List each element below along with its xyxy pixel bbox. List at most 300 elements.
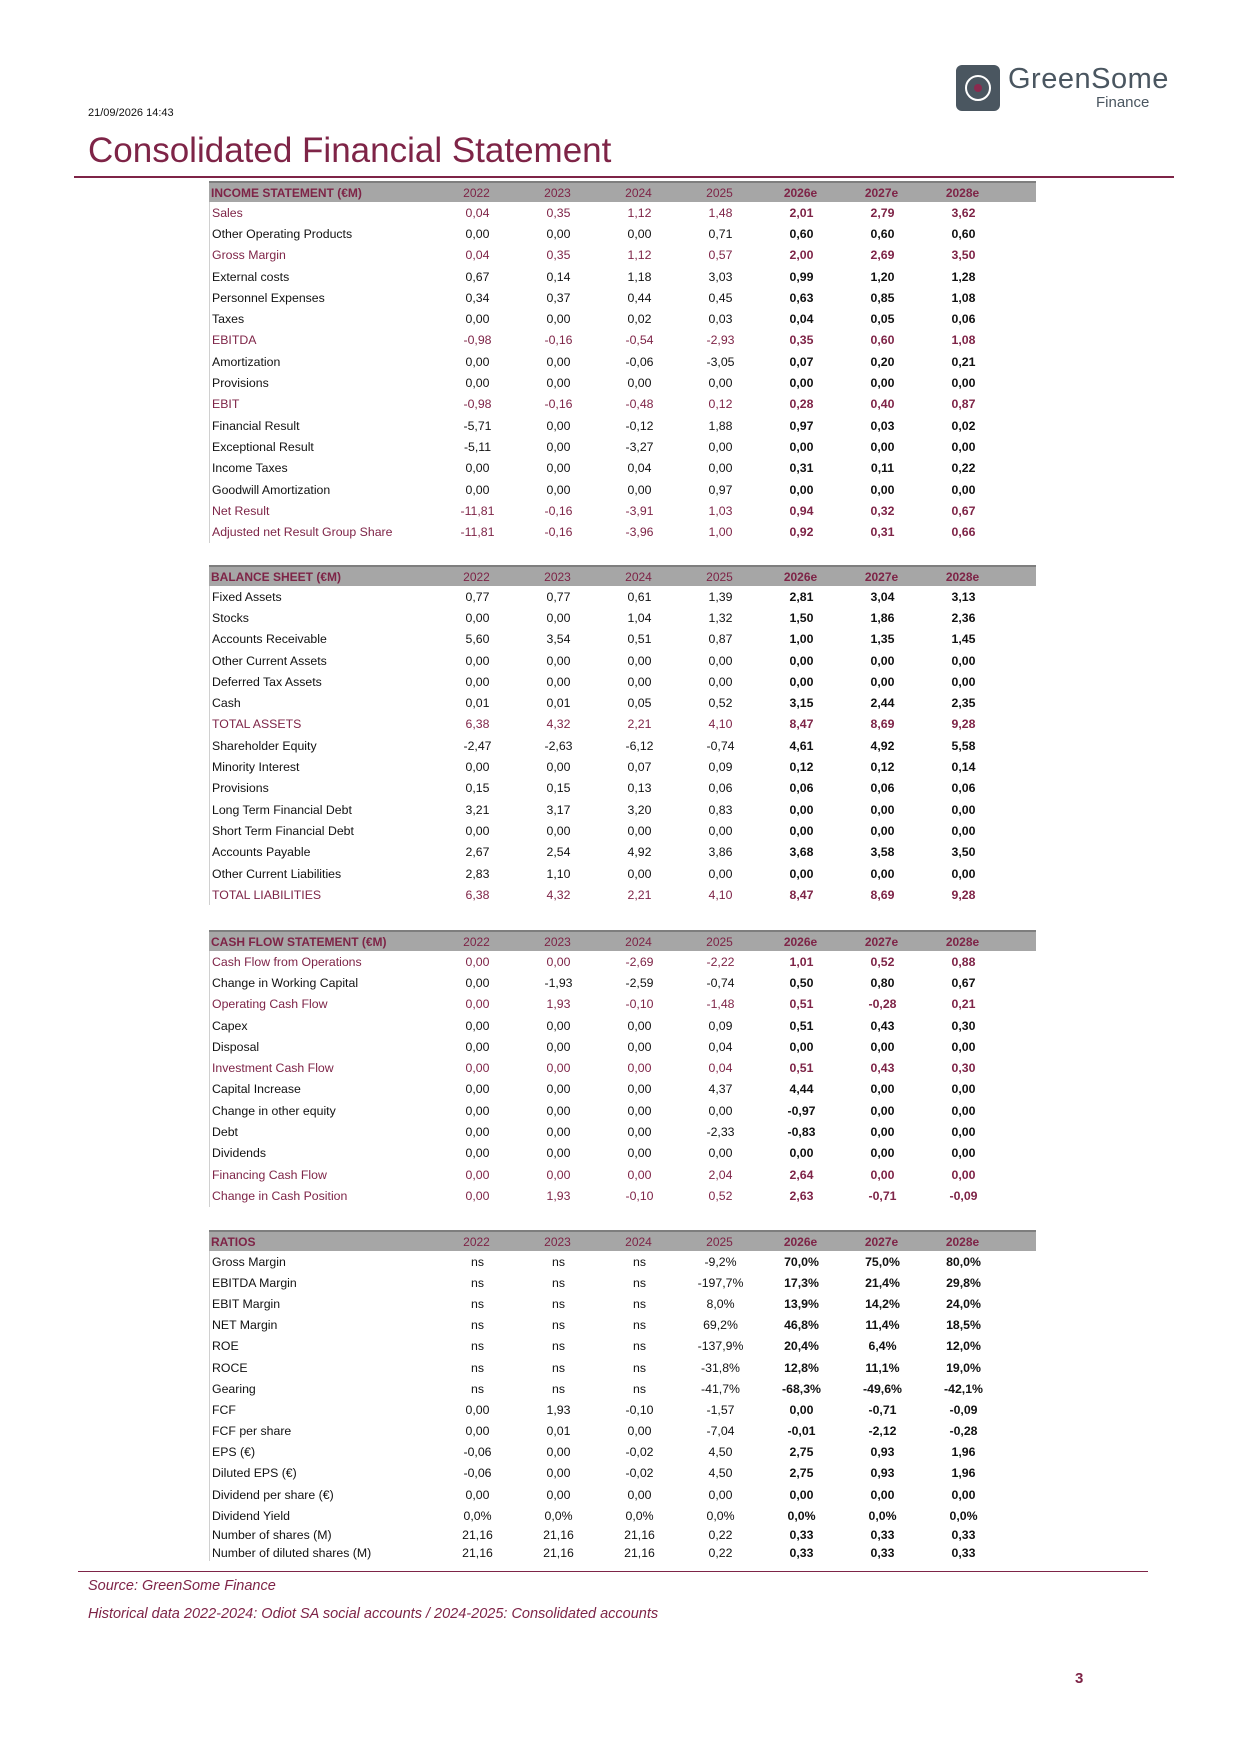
row-label: Minority Interest (212, 760, 300, 775)
cell-value: 0,15 (465, 781, 490, 796)
cell-value: 1,96 (951, 1466, 976, 1481)
cell-value: 0,00 (870, 1167, 895, 1182)
row-label: Number of shares (M) (212, 1528, 332, 1543)
row-label: Cash Flow from Operations (212, 954, 362, 969)
cell-value: ns (552, 1275, 565, 1290)
cell-value: -0,97 (787, 1103, 816, 1118)
cell-value: 0,00 (546, 1039, 571, 1054)
row-label: Accounts Receivable (212, 632, 327, 647)
compass-icon (956, 65, 1000, 111)
table-row (209, 951, 1036, 972)
table-row (209, 1399, 1036, 1420)
year-header: 2022 (463, 1234, 490, 1249)
row-label: Capital Increase (212, 1082, 301, 1097)
cell-value: 0,04 (789, 312, 814, 327)
cell-value: 0,00 (951, 1125, 976, 1140)
cell-value: 6,38 (465, 887, 490, 902)
cell-value: 0,57 (708, 248, 733, 263)
cell-value: 1,00 (789, 632, 814, 647)
cell-value: 1,03 (708, 503, 733, 518)
cell-value: 2,00 (789, 248, 814, 263)
cell-value: ns (633, 1339, 646, 1354)
cell-value: -0,16 (544, 525, 573, 540)
cell-value: 0,00 (627, 1103, 652, 1118)
cell-value: 0,80 (870, 975, 895, 990)
cell-value: 0,12 (789, 760, 814, 775)
cell-value: 0,93 (870, 1445, 895, 1460)
cell-value: -0,09 (949, 1402, 978, 1417)
table-row (209, 394, 1036, 415)
company-logo (956, 63, 1169, 115)
section-title: CASH FLOW STATEMENT (€M) (211, 934, 387, 949)
cell-value: 0,32 (870, 503, 895, 518)
table-row (209, 994, 1036, 1015)
cell-value: 3,20 (627, 802, 652, 817)
year-header: 2025 (706, 569, 733, 584)
cell-value: -2,22 (706, 954, 735, 969)
section-header-row (209, 565, 1036, 586)
cell-value: 0,51 (789, 1018, 814, 1033)
cell-value: 0,00 (708, 1487, 733, 1502)
cell-value: 0,00 (465, 1424, 490, 1439)
table-row (209, 671, 1036, 692)
cell-value: -3,05 (706, 354, 735, 369)
cell-value: -0,06 (463, 1445, 492, 1460)
cell-value: 0,31 (870, 525, 895, 540)
cell-value: 0,15 (546, 781, 571, 796)
cell-value: 19,0% (946, 1360, 981, 1375)
table-row (209, 372, 1036, 393)
cell-value: 1,04 (627, 610, 652, 625)
cell-value: 0,00 (465, 1125, 490, 1140)
cell-value: 0,00 (465, 1018, 490, 1033)
table-row (209, 1505, 1036, 1526)
cell-value: 0,00 (546, 653, 571, 668)
cell-value: 0,0% (544, 1508, 573, 1523)
cell-value: 0,20 (870, 354, 895, 369)
cell-value: 0,00 (708, 653, 733, 668)
row-label: Accounts Payable (212, 845, 311, 860)
cell-value: 1,35 (870, 632, 895, 647)
row-label: External costs (212, 269, 290, 284)
cell-value: -1,93 (544, 975, 573, 990)
cell-value: -0,09 (949, 1188, 978, 1203)
row-label: Dividend per share (€) (212, 1487, 334, 1502)
cell-value: 0,00 (870, 1487, 895, 1502)
row-label: ROCE (212, 1360, 248, 1375)
cell-value: 0,00 (546, 1018, 571, 1033)
cell-value: 8,47 (789, 717, 814, 732)
table-row (209, 521, 1036, 542)
cell-value: 0,00 (789, 1039, 814, 1054)
table-row (209, 1036, 1036, 1057)
cell-value: 0,00 (789, 1146, 814, 1161)
cell-value: 1,39 (708, 589, 733, 604)
year-header: 2022 (463, 185, 490, 200)
cell-value: -0,54 (625, 333, 654, 348)
cell-value: 9,28 (951, 887, 976, 902)
year-header: 2027e (864, 569, 899, 584)
table-row (209, 778, 1036, 799)
cell-value: 1,32 (708, 610, 733, 625)
cell-value: 4,32 (546, 887, 571, 902)
cell-value: 0,21 (951, 354, 976, 369)
table-row (209, 1015, 1036, 1036)
cell-value: 0,00 (951, 1167, 976, 1182)
cell-value: 0,00 (870, 482, 895, 497)
cell-value: -0,06 (625, 354, 654, 369)
year-header: 2026e (783, 934, 818, 949)
table-row (209, 351, 1036, 372)
cell-value: 0,00 (870, 1125, 895, 1140)
cell-value: 0,00 (951, 482, 976, 497)
cell-value: -2,33 (706, 1125, 735, 1140)
cell-value: 0,04 (465, 205, 490, 220)
row-label: Provisions (212, 376, 269, 391)
row-label: Financing Cash Flow (212, 1167, 327, 1182)
year-header: 2027e (864, 185, 899, 200)
cell-value: 0,87 (708, 632, 733, 647)
cell-value: 0,00 (546, 954, 571, 969)
year-header: 2026e (783, 185, 818, 200)
row-label: Change in Cash Position (212, 1188, 348, 1203)
cell-value: 1,45 (951, 632, 976, 647)
cell-value: 0,00 (546, 354, 571, 369)
year-header: 2028e (945, 185, 980, 200)
row-label: Diluted EPS (€) (212, 1466, 297, 1481)
cell-value: 0,00 (465, 653, 490, 668)
cell-value: 2,69 (870, 248, 895, 263)
year-header: 2028e (945, 934, 980, 949)
row-label: Capex (212, 1018, 248, 1033)
cell-value: 0,07 (789, 354, 814, 369)
cell-value: 0,00 (627, 1018, 652, 1033)
cell-value: 3,62 (951, 205, 976, 220)
row-label: EBIT Margin (212, 1296, 281, 1311)
cell-value: 0,44 (627, 290, 652, 305)
year-header: 2023 (544, 934, 571, 949)
cell-value: 1,50 (789, 610, 814, 625)
cell-value: 2,64 (789, 1167, 814, 1182)
cell-value: 1,48 (708, 205, 733, 220)
table-row (209, 799, 1036, 820)
cell-value: -0,16 (544, 503, 573, 518)
cell-value: 0,00 (465, 1039, 490, 1054)
cell-value: 0,0% (706, 1508, 735, 1523)
row-label: Personnel Expenses (212, 290, 325, 305)
cell-value: 17,3% (784, 1275, 819, 1290)
year-header: 2023 (544, 185, 571, 200)
cell-value: 13,9% (784, 1296, 819, 1311)
cell-value: 0,00 (870, 376, 895, 391)
cell-value: 21,16 (624, 1528, 655, 1543)
row-label: Stocks (212, 610, 249, 625)
cell-value: 0,00 (627, 482, 652, 497)
cell-value: 4,92 (627, 845, 652, 860)
cell-value: 1,93 (546, 1188, 571, 1203)
cell-value: 0,00 (627, 1039, 652, 1054)
cell-value: 0,01 (546, 1424, 571, 1439)
cell-value: 0,00 (627, 1167, 652, 1182)
cell-value: 8,69 (870, 717, 895, 732)
cell-value: 0,00 (465, 1146, 490, 1161)
cell-value: ns (633, 1275, 646, 1290)
cell-value: 0,33 (789, 1528, 814, 1543)
cell-value: 0,00 (546, 439, 571, 454)
table-row (209, 458, 1036, 479)
table-row (209, 1293, 1036, 1314)
table-row (209, 1442, 1036, 1463)
row-label: ROE (212, 1339, 239, 1354)
cell-value: 0,00 (870, 1039, 895, 1054)
cell-value: 0,00 (546, 610, 571, 625)
cell-value: 0,00 (951, 1039, 976, 1054)
table-row (209, 863, 1036, 884)
cell-value: -41,7% (701, 1381, 740, 1396)
cell-value: 70,0% (784, 1254, 819, 1269)
cell-value: 0,04 (708, 1039, 733, 1054)
cell-value: 2,81 (789, 589, 814, 604)
row-label: Cash (212, 696, 241, 711)
cell-value: -11,81 (460, 525, 495, 540)
row-label: Adjusted net Result Group Share (212, 525, 393, 540)
cell-value: 0,00 (546, 1082, 571, 1097)
table-row (209, 692, 1036, 713)
cell-value: 0,00 (546, 1466, 571, 1481)
cell-value: 0,00 (870, 1082, 895, 1097)
cell-value: 1,93 (546, 997, 571, 1012)
cell-value: 21,16 (462, 1528, 493, 1543)
cell-value: 0,67 (465, 269, 490, 284)
cell-value: 1,10 (546, 866, 571, 881)
cell-value: 0,00 (789, 1402, 814, 1417)
cell-value: -0,16 (544, 333, 573, 348)
cell-value: 46,8% (784, 1318, 819, 1333)
cell-value: 0,14 (951, 760, 976, 775)
cell-value: 0,88 (951, 954, 976, 969)
cell-value: 4,61 (789, 738, 814, 753)
year-header: 2022 (463, 569, 490, 584)
cell-value: 3,50 (951, 248, 976, 263)
cell-value: 0,00 (627, 1487, 652, 1502)
cell-value: 0,12 (708, 397, 733, 412)
cell-value: -0,28 (868, 997, 897, 1012)
cell-value: -0,74 (706, 738, 735, 753)
table-row (209, 1463, 1036, 1484)
cell-value: 3,15 (789, 696, 814, 711)
cell-value: 0,07 (627, 760, 652, 775)
cell-value: -0,02 (625, 1445, 654, 1460)
cell-value: 1,08 (951, 290, 976, 305)
cell-value: -0,06 (463, 1466, 492, 1481)
cell-value: 0,00 (708, 1103, 733, 1118)
cell-value: 12,0% (946, 1339, 981, 1354)
cell-value: 0,00 (870, 439, 895, 454)
year-header: 2023 (544, 569, 571, 584)
cell-value: -2,59 (625, 975, 654, 990)
cell-value: 69,2% (703, 1318, 738, 1333)
cell-value: 0,21 (951, 997, 976, 1012)
cell-value: -2,47 (463, 738, 492, 753)
cell-value: ns (471, 1318, 484, 1333)
cell-value: 3,13 (951, 589, 976, 604)
table-row (209, 1143, 1036, 1164)
cell-value: 0,00 (870, 866, 895, 881)
cell-value: 3,54 (546, 632, 571, 647)
cell-value: 5,58 (951, 738, 976, 753)
cell-value: -3,91 (625, 503, 654, 518)
row-label: TOTAL ASSETS (212, 717, 302, 732)
cell-value: ns (471, 1381, 484, 1396)
cell-value: -7,04 (706, 1424, 735, 1439)
cell-value: 0,00 (546, 461, 571, 476)
cell-value: 11,4% (865, 1318, 900, 1333)
row-label: Short Term Financial Debt (212, 823, 354, 838)
cell-value: 0,93 (870, 1466, 895, 1481)
cell-value: ns (552, 1318, 565, 1333)
cell-value: 4,10 (708, 717, 733, 732)
cell-value: 0,00 (627, 674, 652, 689)
logo-subtitle: Finance (1096, 94, 1150, 111)
cell-value: -0,98 (463, 333, 492, 348)
cell-value: 0,04 (627, 461, 652, 476)
cell-value: -9,2% (704, 1254, 737, 1269)
cell-value: 0,00 (546, 1487, 571, 1502)
cell-value: 11,1% (865, 1360, 900, 1375)
row-label: Operating Cash Flow (212, 997, 328, 1012)
cell-value: 0,05 (627, 696, 652, 711)
cell-value: -31,8% (701, 1360, 740, 1375)
cell-value: ns (471, 1254, 484, 1269)
cell-value: 0,05 (870, 312, 895, 327)
table-row (209, 245, 1036, 266)
cell-value: 0,00 (465, 376, 490, 391)
table-row (209, 714, 1036, 735)
cell-value: 0,30 (951, 1061, 976, 1076)
cell-value: 1,01 (789, 954, 814, 969)
cell-value: -11,81 (460, 503, 495, 518)
cell-value: 0,00 (546, 1125, 571, 1140)
cell-value: 4,50 (708, 1466, 733, 1481)
cell-value: 0,00 (951, 376, 976, 391)
table-row (209, 650, 1036, 671)
table-row (209, 202, 1036, 223)
year-header: 2026e (783, 569, 818, 584)
cell-value: -2,93 (706, 333, 735, 348)
cell-value: 2,21 (627, 887, 652, 902)
cell-value: -3,27 (625, 439, 654, 454)
cell-value: 0,00 (546, 1167, 571, 1182)
table-row (209, 500, 1036, 521)
section-header-row (209, 1230, 1036, 1251)
cell-value: 0,00 (546, 312, 571, 327)
cell-value: 0,04 (465, 248, 490, 263)
section-header-row (209, 181, 1036, 202)
cell-value: 0,00 (465, 997, 490, 1012)
cell-value: 2,04 (708, 1167, 733, 1182)
table-row (209, 1357, 1036, 1378)
cell-value: 0,00 (789, 802, 814, 817)
year-header: 2027e (864, 1234, 899, 1249)
cell-value: 0,22 (951, 461, 976, 476)
cell-value: 0,01 (465, 696, 490, 711)
row-label: Other Operating Products (212, 226, 353, 241)
cell-value: 4,10 (708, 887, 733, 902)
cell-value: -0,16 (544, 397, 573, 412)
cell-value: 0,00 (546, 1146, 571, 1161)
year-header: 2025 (706, 185, 733, 200)
row-label: Dividend Yield (212, 1508, 290, 1523)
cell-value: -0,71 (868, 1188, 897, 1203)
row-label: Change in other equity (212, 1103, 336, 1118)
cell-value: 0,06 (708, 781, 733, 796)
cell-value: 3,50 (951, 845, 976, 860)
cell-value: 2,36 (951, 610, 976, 625)
cell-value: 0,87 (951, 397, 976, 412)
table-row (209, 756, 1036, 777)
cell-value: 0,66 (951, 525, 976, 540)
cell-value: 21,16 (543, 1545, 574, 1560)
cell-value: ns (633, 1381, 646, 1396)
cell-value: 0,00 (627, 1125, 652, 1140)
cell-value: 0,06 (951, 312, 976, 327)
cell-value: -0,71 (868, 1402, 897, 1417)
income-statement-table (209, 181, 1036, 543)
cell-value: 2,54 (546, 845, 571, 860)
cell-value: 0,52 (870, 954, 895, 969)
table-row (209, 479, 1036, 500)
cell-value: ns (633, 1318, 646, 1333)
cell-value: 0,51 (627, 632, 652, 647)
year-header: 2028e (945, 569, 980, 584)
cell-value: -2,69 (625, 954, 654, 969)
cell-value: 8,47 (789, 887, 814, 902)
cell-value: 0,00 (465, 1061, 490, 1076)
cell-value: 0,97 (708, 482, 733, 497)
cell-value: 0,00 (546, 1445, 571, 1460)
row-label: Long Term Financial Debt (212, 802, 352, 817)
year-header: 2024 (625, 934, 652, 949)
row-label: Dividends (212, 1146, 266, 1161)
row-label: Amortization (212, 354, 281, 369)
section-title: INCOME STATEMENT (€M) (211, 185, 362, 200)
cell-value: -42,1% (944, 1381, 983, 1396)
row-label: EPS (€) (212, 1445, 256, 1460)
cell-value: 0,02 (951, 418, 976, 433)
cell-value: 0,33 (870, 1528, 895, 1543)
cell-value: -0,98 (463, 397, 492, 412)
cell-value: 0,00 (465, 461, 490, 476)
cell-value: 2,79 (870, 205, 895, 220)
footer-divider (78, 1571, 1148, 1572)
row-label: Debt (212, 1125, 238, 1140)
cell-value: 0,00 (546, 418, 571, 433)
year-header: 2027e (864, 934, 899, 949)
cell-value: -6,12 (625, 738, 654, 753)
cell-value: 0,35 (546, 248, 571, 263)
cell-value: 0,43 (870, 1018, 895, 1033)
cell-value: 0,35 (789, 333, 814, 348)
table-row (209, 1100, 1036, 1121)
row-label: EBITDA Margin (212, 1275, 297, 1290)
section-title: BALANCE SHEET (€M) (211, 569, 342, 584)
source-note: Source: GreenSome Finance (88, 1578, 276, 1594)
cell-value: 0,00 (546, 376, 571, 391)
cell-value: ns (633, 1360, 646, 1375)
cell-value: 1,20 (870, 269, 895, 284)
cell-value: 0,00 (951, 674, 976, 689)
cell-value: ns (471, 1339, 484, 1354)
